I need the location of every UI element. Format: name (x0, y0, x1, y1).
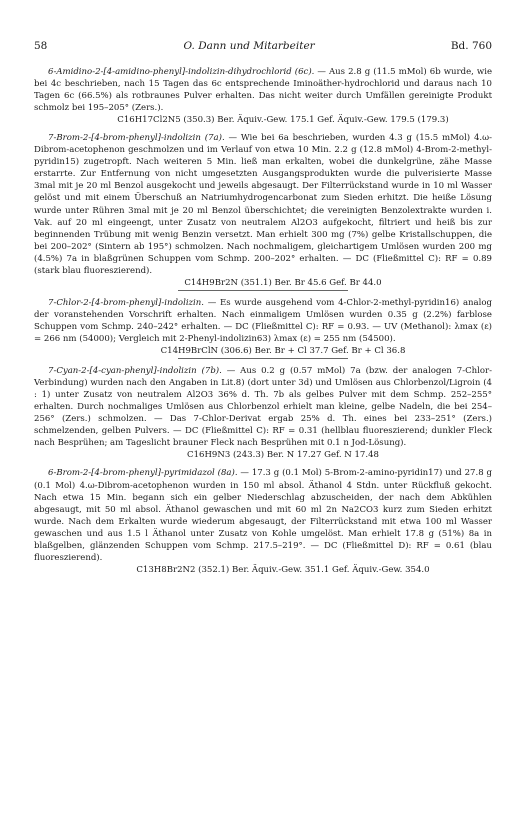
running-title: O. Dann und Mitarbeiter (183, 40, 315, 52)
procedure-paragraph (34, 66, 492, 114)
page-number: 58 (34, 40, 48, 52)
page (34, 40, 492, 582)
elemental-analysis: C16H9N3 (243.3) Ber. N 17.27 Gef. N 17.48 (187, 450, 379, 461)
procedure-paragraph (34, 132, 492, 277)
compound-title: 6-Brom-2-[4-brom-phenyl]-pyrimidazol (8a). (48, 468, 238, 479)
elemental-analysis: C16H17Cl2N5 (350.3) Ber. Äquiv.-Gew. 175.1 Gef. Äquiv.-Gew. 179.5 (179.3) (117, 115, 449, 126)
procedure-text: — Aus 2.8 g (11.5 mMol) 6b wurde, wie bei 4c beschrieben, nach 15 Tagen das 6c entsprechende Iminoäther-hydrochlorid und daraus nach 10 Tagen 6c (66.5%) als rotbraunes Pulver erhalten. Das nicht weiter durch Umfällen gereinigte Produkt schmolz bei 195–205° (Zers.). (34, 67, 492, 114)
section-divider (178, 290, 348, 291)
procedure-text: — Wie bei 6a beschrieben, wurden 4.3 g (15.5 mMol) 4.ω-Dibrom-acetophenon geschmolzen und im Verlauf von etwa 10 Min. 2.2 g (12.8 mMol) 4-Brom-2-methyl-pyridin15) zugetropft. Nach weiteren 5 Min. ließ man erkalten, wobei die dunkelgrüne, zähe Masse erstarrte. Zur Entfernung von nicht umgesetzten Ausgangsprodukten wurde die pulverisierte Masse 3mal mit je 20 ml Benzol ausgekocht und jeweils abgesaugt. Der Filterrückstand wurde in 10 ml Wasser gelöst und mit einem Überschuß an Natriumhydrogencarbonat zum Sieden erhitzt. Die heiße Lösung wurde unter Rühren 3mal mit je 20 ml Benzol überschichtet; die vereinigten Benzolextrakte wurden i. Vak. auf 20 ml eingeengt, unter Zusatz von neutralem Al2O3 aufgekocht, filtriert und heiß bis zur beginnenden Trübung mit wenig Benzin versetzt. Man erhielt 300 mg (7%) gelbe Kristallschuppen, die bei 200–202° (Sintern ab 195°) schmolzen. Nach nochmaligem, gleichartigem Umlösen wurden 200 mg (4.5%) 7a in blaßgrünen Schuppen vom Schmp. 200–202° erhalten. — DC (Fließmittel C): RF = 0.89 (stark blau fluoreszierend). (34, 133, 492, 276)
elemental-analysis: C14H9BrClN (306.6) Ber. Br + Cl 37.7 Gef. Br + Cl 36.8 (160, 346, 406, 357)
compound-title: 7-Cyan-2-[4-cyan-phenyl]-indolizin (7b). (48, 366, 222, 377)
compound-title: 7-Brom-2-[4-brom-phenyl]-indolizin (7a). (48, 133, 225, 144)
running-header (34, 40, 492, 52)
elemental-analysis: C13H8Br2N2 (352.1) Ber. Äquiv.-Gew. 351.1 Gef. Äquiv.-Gew. 354.0 (136, 564, 430, 575)
compound-title: 6-Amidino-2-[4-amidino-phenyl]-indolizin-dihydrochlorid (6c). (48, 67, 315, 77)
procedure-paragraph (34, 467, 492, 563)
compound-title: 7-Chlor-2-[4-brom-phenyl]-indolizin. (48, 297, 205, 308)
procedure-text: — 17.3 g (0.1 Mol) 5-Brom-2-amino-pyridin17) und 27.8 g (0.1 Mol) 4.ω-Dibrom-acetophenon wurden in 150 ml absol. Äthanol 4 Stdn. unter Rückfluß gekocht. Nach etwa 15 Min. begann sich ein gelber Niederschlag abzuscheiden, der nach dem Abkühlen abgesaugt, mit 50 ml absol. Äthanol gewaschen und mit 60 ml 2n Na2CO3 kurz zum Sieden erhitzt wurde. Nach dem Erkalten wurde wiederum abgesaugt, der Filterrückstand mit etwa 100 ml Wasser gewaschen und aus 1.5 l Äthanol unter Zusatz von Kohle umgelöst. Man erhielt 17.8 g (51%) 8a in blaßgelben, glänzenden Schuppen vom Schmp. 217.5–219°. — DC (Fließmittel D): RF = 0.61 (blau fluoreszierend). (34, 468, 492, 563)
elemental-analysis: C14H9Br2N (351.1) Ber. Br 45.6 Gef. Br 44.0 (184, 277, 382, 288)
volume-label: Bd. 760 (450, 40, 492, 52)
article-body (34, 66, 492, 576)
procedure-text: — Es wurde ausgehend vom 4-Chlor-2-methyl-pyridin16) analog der voranstehenden Vorschrift erhalten. Nach einmaligem Umlösen wurden 0.35 g (2.2%) farblose Schuppen vom Schmp. 240–242° erhalten. — DC (Fließmittel C): RF = 0.93. — UV (Methanol): λmax (ε) = 266 nm (54000); Vergleich mit 2-Phenyl-indolizin63) λmax (ε) = 255 nm (54500). (34, 297, 492, 344)
section-divider (178, 358, 348, 359)
procedure-paragraph (34, 297, 492, 345)
procedure-text: — Aus 0.2 g (0.57 mMol) 7a (bzw. der analogen 7-Chlor-Verbindung) wurden nach den Angaben in Lit.8) (dort unter 3d) und Umlösen aus Chlorbenzol/Ligroin (4 : 1) unter Zusatz von neutralem Al2O3 36% d. Th. 7b als gelbes Pulver mit dem Schmp. 252–255° erhalten. Durch nochmaliges Umlösen aus Chlorbenzol erhielt man kleine, gelbe Nadeln, die bei 254–256° (Zers.) schmolzen. — Das 7-Chlor-Derivat ergab 25% d. Th. eines bei 233–251° (Zers.) schmelzenden, gelben Pulvers. — DC (Fließmittel C): RF = 0.31 (hellblau fluoreszierend; dunkler Fleck nach Besprühen; am Tageslicht brauner Fleck nach Besprühen mit 0.1 n Jod-Lösung). (34, 366, 492, 449)
procedure-paragraph (34, 365, 492, 449)
